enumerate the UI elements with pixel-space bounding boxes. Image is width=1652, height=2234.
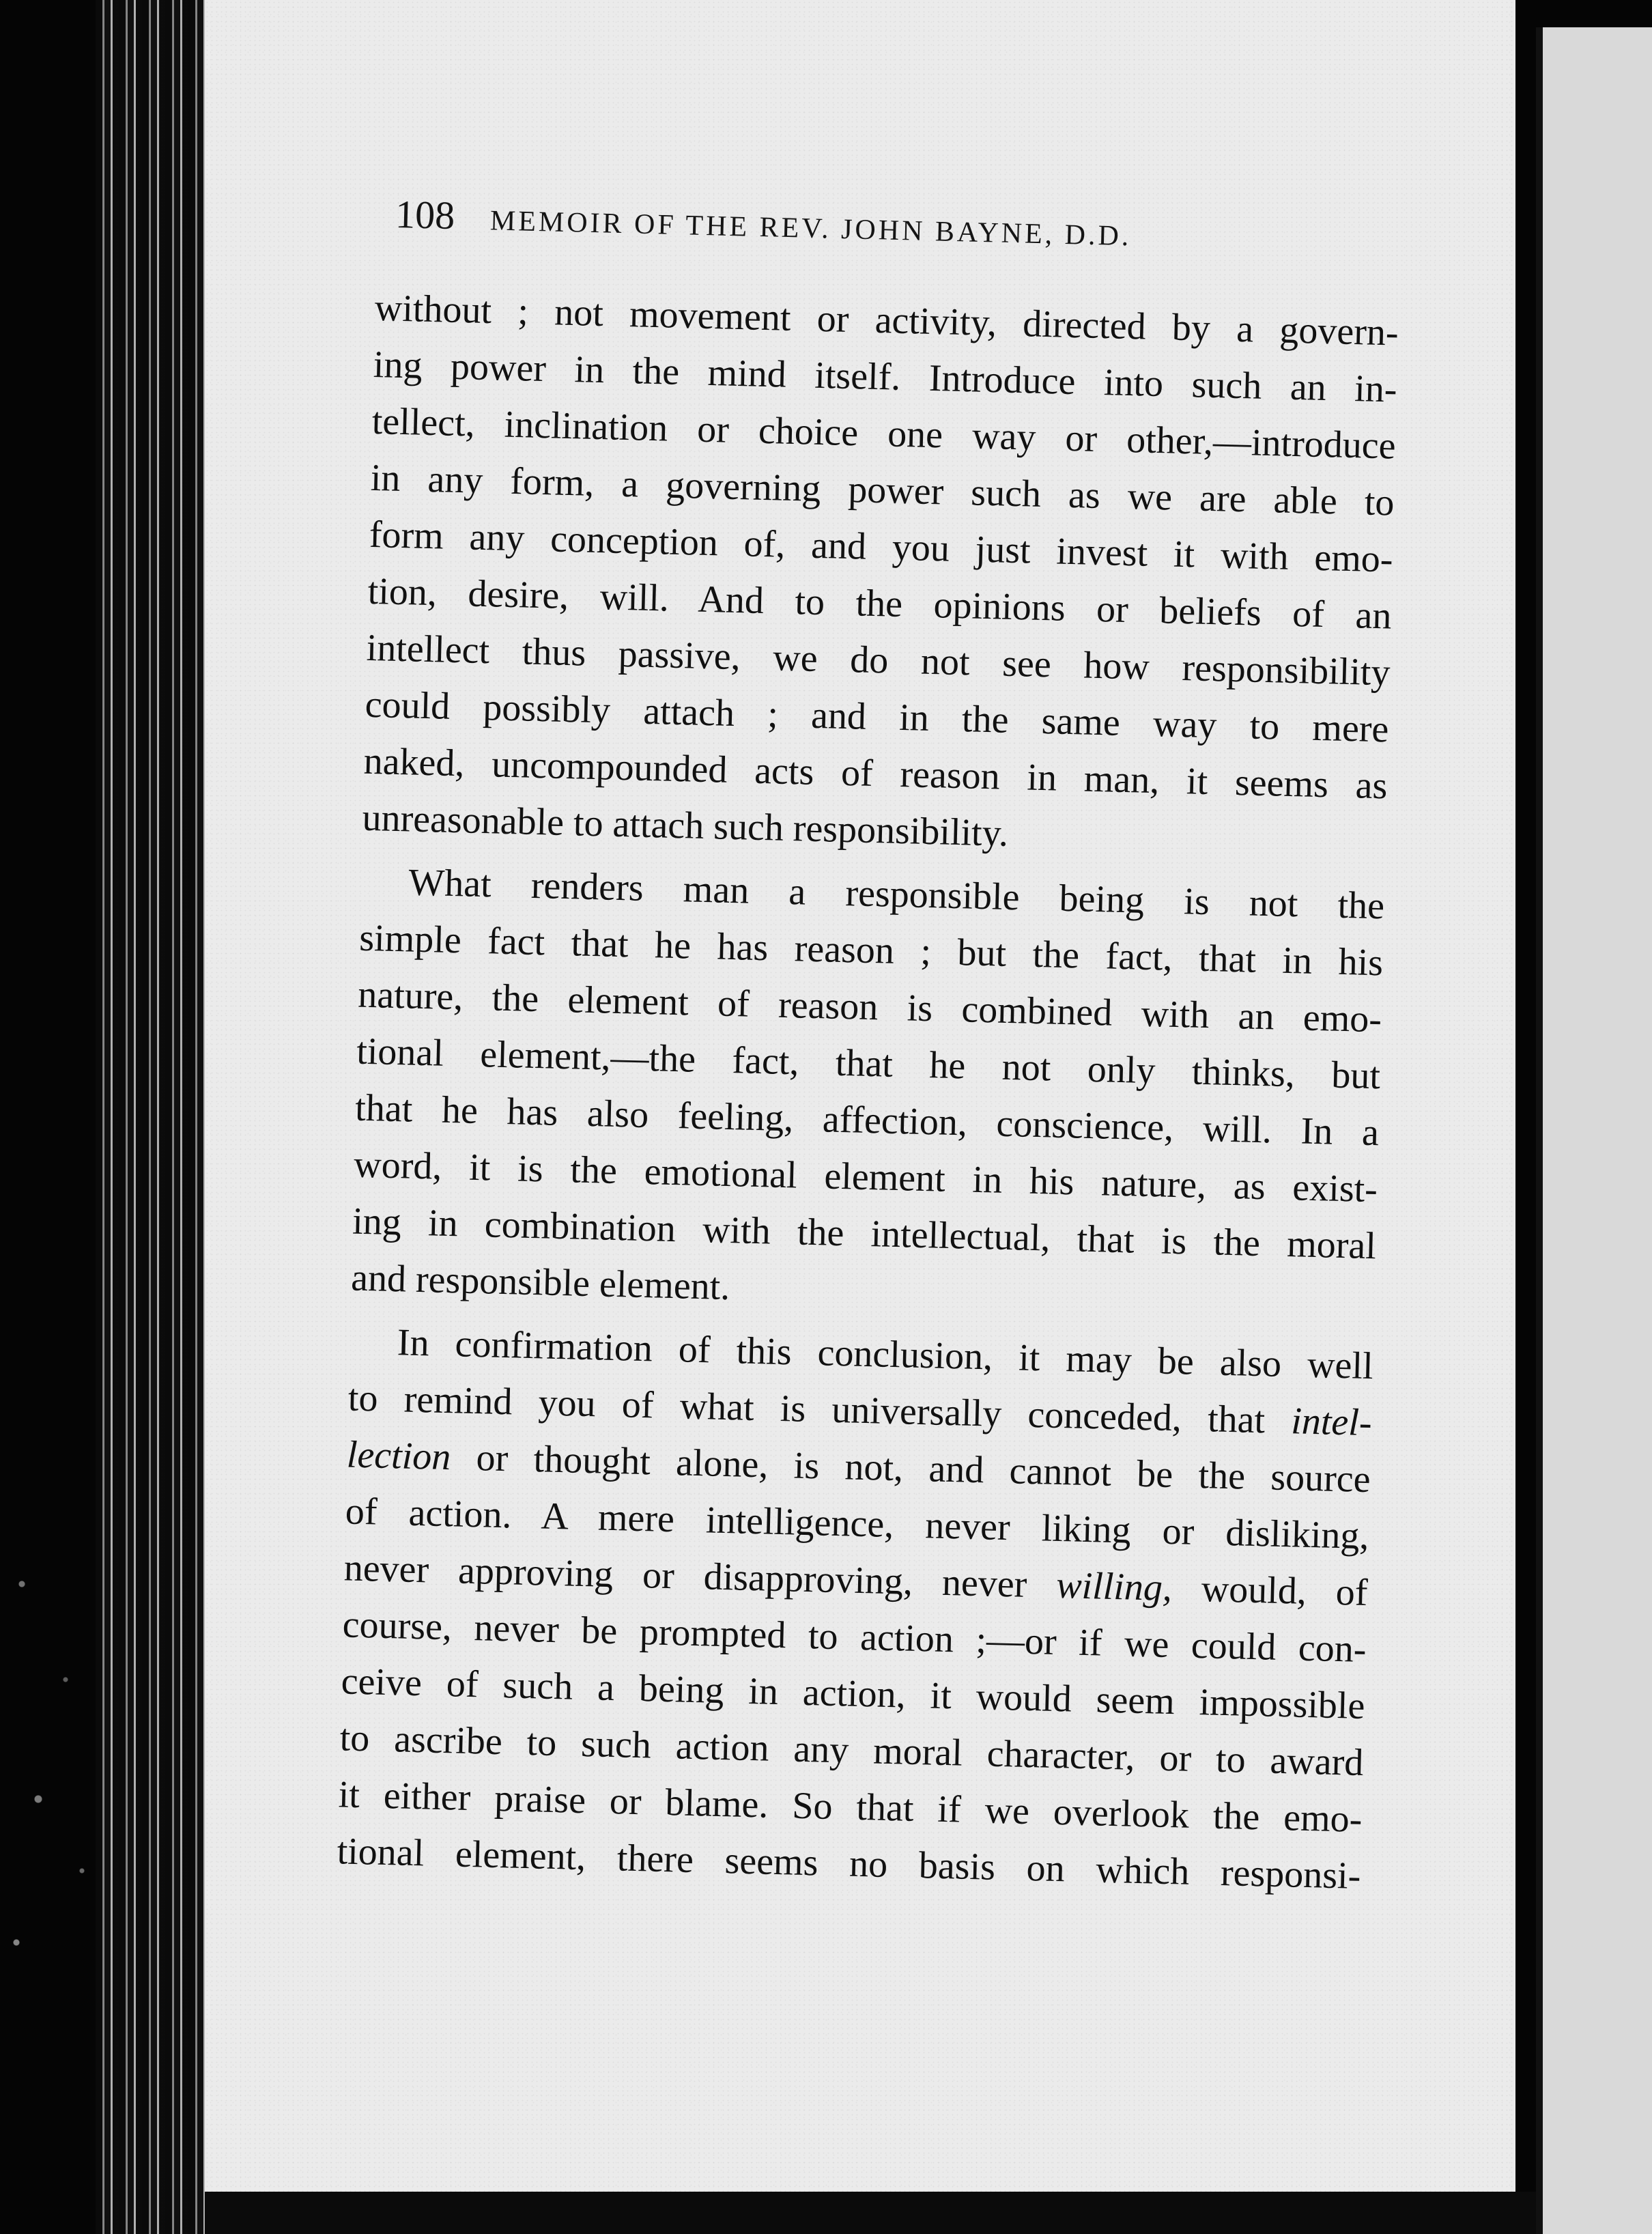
running-title: MEMOIR OF THE REV. JOHN BAYNE, D.D. — [489, 205, 1132, 253]
paragraph-3 — [337, 1314, 1374, 1905]
text-line: intellect thus passive, we do not see how responsibility — [366, 626, 1391, 694]
text-run: or thought alone, is not, and cannot be the source — [475, 1437, 1371, 1501]
text-line: form any conception of, and you just invest it with emo- — [369, 513, 1394, 581]
text-line: ing power in the mind itself. Introduce into such an in- — [373, 343, 1398, 411]
spine-speckle — [0, 1536, 109, 2014]
text-line: In confirmation of this conclusion, it may be also well — [397, 1321, 1374, 1388]
page-body — [337, 280, 1399, 1905]
text-line: course, never be prompted to action ;—or if we could con- — [342, 1603, 1367, 1671]
facing-page-edge — [1536, 27, 1652, 2234]
text-line: that he has also feeling, affection, conscience, will. In a — [354, 1086, 1380, 1155]
paragraph-2 — [350, 853, 1385, 1331]
text-line: ing in combination with the intellectual, that is the moral — [352, 1200, 1377, 1268]
text-line: word, it is the emotional element in his nature, as exist- — [353, 1143, 1378, 1211]
text-line: tellect, inclination or choice one way or other,—introduce — [371, 399, 1397, 468]
text-run: never approving or disapproving, never — [343, 1546, 1028, 1606]
paragraph-1 — [362, 280, 1399, 871]
text-line: nature, the element of reason is combined with an emo- — [357, 973, 1382, 1041]
text-line: simple fact that he has reason ; but the fact, that in his — [358, 916, 1384, 985]
italic-term: willing, — [1055, 1564, 1173, 1610]
text-line: it either praise or blame. So that if we overlook the emo- — [338, 1773, 1363, 1841]
text-line: tion, desire, will. And to the opinions or beliefs of an — [367, 569, 1393, 638]
text-line: ceive of such a being in action, it would seem impossible — [341, 1660, 1366, 1728]
text-line: tional element,—the fact, that he not only thinks, but — [356, 1030, 1381, 1098]
text-line: in any form, a governing power such as we are able to — [370, 456, 1395, 524]
text-line: of action. A mere intelligence, never liking or disliking, — [345, 1490, 1370, 1558]
text-run: would, of — [1201, 1568, 1369, 1615]
text-line: unreasonable to attach such responsibility. — [361, 796, 1009, 855]
page-number: 108 — [395, 191, 455, 238]
text-line: to ascribe to such action any moral character, or to award — [339, 1716, 1365, 1785]
italic-term: lection — [346, 1433, 452, 1479]
text-line: tional element, there seems no basis on which responsi- — [336, 1830, 1362, 1897]
italic-term: intel- — [1290, 1400, 1373, 1445]
text-run: to remind you of what is universally conceded, that — [347, 1376, 1266, 1442]
bottom-shadow — [205, 2192, 1536, 2234]
text-line: could possibly attach ; and in the same way to mere — [365, 683, 1390, 751]
text-line: without ; not movement or activity, directed by a govern- — [374, 286, 1399, 354]
text-line: naked, uncompounded acts of reason in man, it seems as — [363, 739, 1388, 808]
text-line: What renders man a responsible being is not the — [408, 861, 1385, 928]
text-line: and responsible element. — [350, 1256, 731, 1309]
